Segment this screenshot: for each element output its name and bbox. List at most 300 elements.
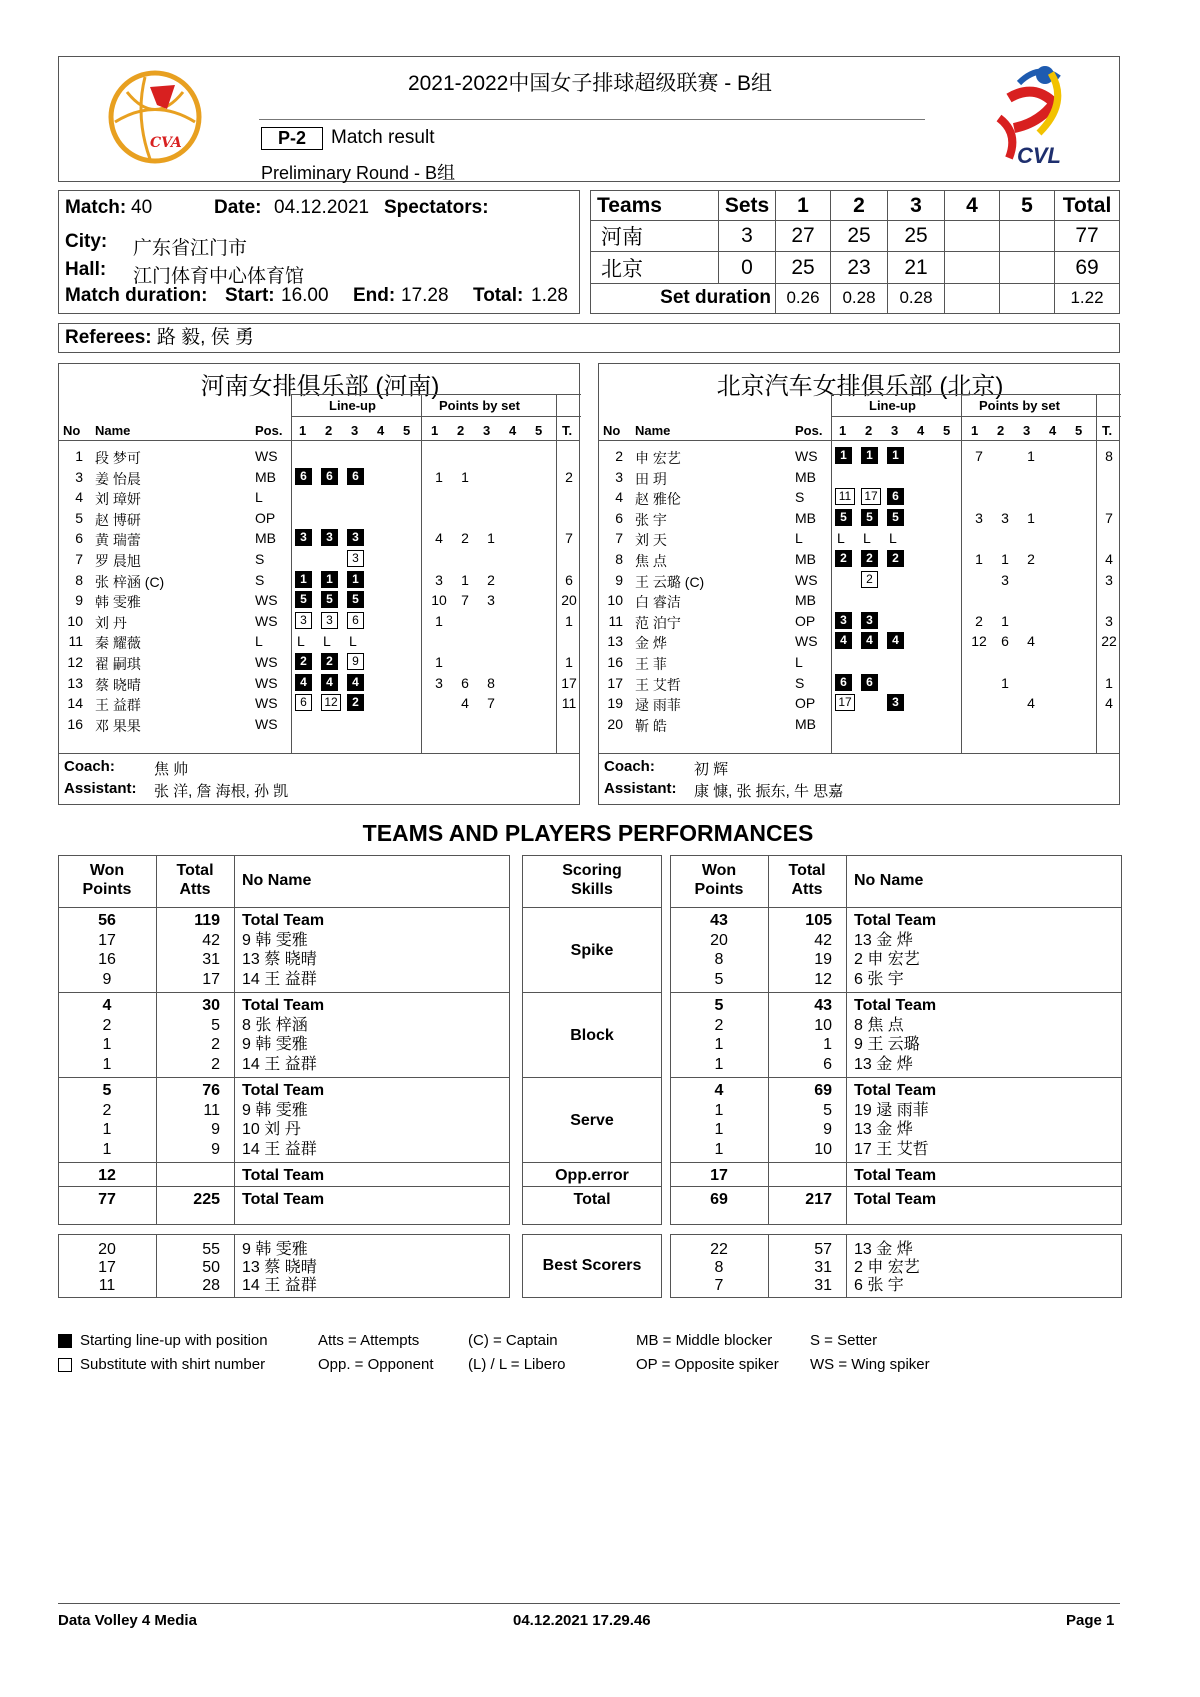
player-total: 4 (1105, 551, 1113, 567)
player-name: 9 韩 雯雅 (242, 931, 308, 949)
player-row (59, 508, 579, 528)
won-points: 77 (98, 1191, 116, 1208)
sets-won: 0 (719, 252, 776, 283)
player-row (599, 590, 1119, 610)
player-name: 焦 点 (635, 553, 667, 569)
set-points: 3 (975, 509, 983, 526)
set-score: 25 (776, 252, 831, 283)
player-name: 王 艾哲 (635, 676, 681, 693)
legend-atts: Atts = Attempts (318, 1332, 420, 1349)
player-name: 田 玥 (635, 470, 667, 487)
player-row (599, 714, 1119, 734)
coach-label: Coach: (604, 758, 655, 775)
player-number: 11 (68, 633, 83, 650)
row-divider (670, 1186, 1122, 1187)
player-number: 14 (67, 695, 83, 712)
title-divider (259, 119, 925, 120)
player-total: 3 (1105, 571, 1113, 588)
points-by-set-header: Points by set (979, 398, 1060, 413)
end-time: 17.28 (401, 285, 449, 306)
starting-position: 3 (835, 612, 852, 629)
player-row (599, 570, 1119, 590)
player-total: 20 (561, 592, 577, 609)
starting-position: 4 (321, 674, 338, 691)
starting-position: 1 (295, 571, 312, 588)
won-points: 20 (98, 1241, 116, 1258)
score-header: 4 (945, 191, 1000, 221)
starting-position: 6 (295, 468, 312, 485)
starting-position: 1 (835, 447, 852, 464)
total-header: T. (1102, 423, 1113, 438)
player-number: 4 (75, 489, 83, 506)
set-points: 1 (975, 551, 983, 567)
total-attempts: 217 (805, 1191, 832, 1208)
score-header: 2 (831, 191, 888, 221)
end-label: End: (353, 285, 396, 306)
set-points: 1 (461, 468, 469, 485)
lineup-set-header: 4 (377, 423, 385, 438)
set-points: 4 (435, 530, 443, 547)
points-set-header: 1 (971, 423, 979, 438)
total-header: T. (562, 423, 573, 438)
total-attempts: 69 (814, 1082, 832, 1099)
total-attempts: 19 (814, 951, 832, 968)
player-row (59, 673, 579, 693)
won-points: 69 (710, 1191, 728, 1208)
total-atts-header: Total (176, 862, 214, 879)
total-attempts: 2 (211, 1036, 220, 1053)
player-position: S (255, 571, 265, 588)
starting-position: 2 (321, 653, 338, 670)
player-row (59, 611, 579, 631)
won-points: 17 (98, 931, 116, 949)
set-duration (1000, 283, 1055, 313)
player-name: 14 王 益群 (242, 970, 317, 988)
player-row (59, 528, 579, 548)
divider (59, 753, 579, 754)
player-position: OP (255, 509, 276, 526)
libero-mark: L (837, 530, 845, 547)
starting-position: 5 (321, 591, 338, 608)
player-name: 王 云璐 (C) (635, 573, 705, 590)
player-number: 4 (615, 489, 623, 506)
starting-position: 5 (887, 509, 904, 526)
won-points: 4 (714, 1082, 724, 1099)
legend-mb: MB = Middle blocker (636, 1332, 773, 1349)
pos-header: Pos. (795, 423, 823, 438)
player-name: 逯 雨菲 (635, 697, 681, 714)
set-duration-label: Set duration (591, 283, 776, 313)
total-attempts: 55 (202, 1241, 220, 1258)
total-time: 1.28 (531, 285, 568, 306)
score-row-away (591, 252, 1120, 283)
player-position: S (795, 674, 805, 691)
player-name: 9 韩 雯雅 (242, 1036, 308, 1053)
total-attempts: 9 (211, 1121, 220, 1138)
scoring-skills-header: Skills (571, 881, 613, 898)
no-name-header: No Name (854, 872, 924, 889)
set-points: 6 (1001, 633, 1009, 650)
set-points: 2 (487, 571, 495, 588)
row-divider (522, 1077, 662, 1078)
match-label: Match: (65, 197, 127, 218)
player-number: 7 (615, 530, 623, 547)
player-row (59, 590, 579, 610)
row-divider (522, 992, 662, 993)
libero-mark: L (297, 633, 305, 650)
won-points: 20 (710, 931, 728, 949)
lineup-set-header: 2 (325, 423, 333, 438)
total-attempts: 10 (814, 1140, 832, 1158)
player-name: 9 韩 雯雅 (242, 1241, 308, 1258)
total-attempts: 28 (202, 1277, 220, 1294)
no-name-header: No Name (242, 872, 312, 889)
lineup-set-header: 2 (865, 423, 873, 438)
player-name: 靳 皓 (635, 717, 667, 734)
starting-position: 4 (861, 632, 878, 649)
divider (291, 416, 581, 417)
set-points: 1 (461, 571, 469, 588)
libero-mark: L (323, 633, 331, 650)
player-position: MB (795, 551, 816, 567)
player-name: 邓 果果 (95, 717, 141, 734)
player-total: 6 (565, 571, 573, 588)
legend-starting: Starting line-up with position (80, 1332, 268, 1349)
won-points-header: Won (89, 862, 125, 879)
total-attempts: 50 (202, 1259, 220, 1276)
player-position: MB (255, 468, 276, 485)
player-number: 13 (67, 674, 83, 691)
starting-position: 1 (887, 447, 904, 464)
coach-name: 初 辉 (694, 761, 729, 778)
total-attempts: 10 (814, 1016, 832, 1034)
set-points: 12 (971, 633, 987, 650)
player-row (59, 446, 579, 466)
player-position: L (795, 530, 803, 547)
total-points: 69 (1055, 252, 1120, 283)
total-attempts: 9 (823, 1121, 832, 1138)
row-divider (522, 1162, 662, 1163)
player-number: 1 (75, 448, 83, 464)
starting-position: 4 (835, 632, 852, 649)
total-atts-header: Total (788, 862, 826, 879)
total-attempts: 12 (814, 970, 832, 988)
set-points: 7 (461, 592, 469, 609)
total-attempts: 31 (814, 1259, 832, 1276)
player-row (59, 549, 579, 569)
team-total-label: Total Team (854, 912, 937, 929)
points-set-header: 5 (535, 423, 543, 438)
player-name: 姜 怡晨 (95, 470, 141, 487)
set-points: 1 (1027, 448, 1035, 464)
start-time: 16.00 (281, 285, 329, 306)
spectators-label: Spectators: (384, 197, 489, 218)
player-name: 10 刘 丹 (242, 1121, 301, 1138)
no-header: No (603, 423, 621, 438)
referees-names: 路 毅, 侯 勇 (156, 327, 255, 348)
set-points: 1 (1027, 509, 1035, 526)
team-total-label: Total Team (854, 997, 937, 1014)
won-points: 17 (98, 1259, 116, 1276)
player-position: MB (795, 715, 816, 732)
won-points: 8 (714, 1259, 724, 1276)
won-points: 2 (714, 1016, 724, 1034)
player-name: 13 金 烨 (854, 931, 913, 949)
won-points: 1 (102, 1121, 112, 1138)
player-row (599, 611, 1119, 631)
set-points: 2 (975, 612, 983, 629)
set-points: 10 (431, 592, 447, 609)
player-name: 8 焦 点 (854, 1016, 904, 1034)
divider (599, 753, 1119, 754)
row-divider (670, 992, 1122, 993)
won-points: 5 (102, 1082, 112, 1099)
set-score: 25 (831, 221, 888, 252)
substitute-number: 6 (347, 612, 364, 629)
set-points: 2 (461, 530, 469, 547)
set-points: 1 (1001, 612, 1009, 629)
points-by-set-header: Points by set (439, 398, 520, 413)
starting-position: 3 (861, 612, 878, 629)
points-set-header: 4 (1049, 423, 1057, 438)
set-points: 1 (1001, 674, 1009, 691)
total-attempts: 42 (202, 931, 220, 949)
starting-position: 6 (321, 468, 338, 485)
player-row (59, 631, 579, 651)
team-panel-away (598, 363, 1120, 805)
set-points: 8 (487, 674, 495, 691)
won-points-header: Points (694, 881, 744, 898)
player-number: 2 (615, 448, 623, 464)
player-row (59, 652, 579, 672)
player-row (599, 631, 1119, 651)
column-divider (234, 855, 235, 1225)
player-total: 1 (1105, 674, 1113, 691)
city-value: 广东省江门市 (133, 238, 248, 259)
set-score: 21 (888, 252, 945, 283)
player-number: 19 (607, 695, 623, 712)
player-position: MB (795, 468, 816, 485)
points-set-header: 2 (457, 423, 465, 438)
player-position: L (255, 633, 263, 650)
won-points: 56 (98, 912, 116, 929)
player-number: 16 (607, 654, 623, 670)
row-divider (522, 907, 662, 908)
total-atts-header: Atts (791, 881, 823, 898)
footer-page: Page 1 (1066, 1612, 1115, 1629)
starting-position: 1 (321, 571, 338, 588)
won-points: 1 (714, 1055, 724, 1073)
column-divider (234, 1234, 235, 1298)
row-divider (670, 907, 1122, 908)
player-name: 13 蔡 晓晴 (242, 951, 317, 968)
set-score: 23 (831, 252, 888, 283)
footer-timestamp: 04.12.2021 17.29.46 (513, 1612, 651, 1629)
assistant-names: 张 洋, 詹 海根, 孙 凯 (154, 783, 289, 800)
team-name: 河南 (591, 221, 719, 252)
player-total: 2 (565, 468, 573, 485)
set-points: 3 (1001, 509, 1009, 526)
score-header-row (591, 191, 1120, 221)
won-points: 1 (714, 1101, 724, 1119)
total-attempts: 6 (823, 1055, 832, 1073)
set-duration: 0.26 (776, 283, 831, 313)
player-row (599, 446, 1119, 466)
set-points: 3 (435, 674, 443, 691)
hall-label: Hall: (65, 259, 107, 280)
legend-substitute: Substitute with shirt number (80, 1356, 266, 1373)
set-points: 6 (461, 674, 469, 691)
won-points: 1 (714, 1121, 724, 1138)
total-attempts: 2 (211, 1055, 220, 1073)
player-position: WS (795, 633, 818, 650)
team-total-label: Total Team (854, 1191, 937, 1208)
player-number: 9 (75, 592, 83, 609)
assistant-label: Assistant: (604, 780, 677, 797)
set-score (945, 252, 1000, 283)
won-points: 1 (714, 1036, 724, 1053)
player-position: OP (795, 695, 816, 712)
player-total: 1 (565, 654, 573, 670)
substitute-number: 9 (347, 653, 364, 670)
player-number: 3 (75, 468, 83, 485)
legend-s: S = Setter (810, 1332, 878, 1349)
starting-position: 3 (347, 529, 364, 546)
player-row (599, 549, 1119, 569)
won-points: 8 (714, 951, 724, 968)
set-score: 25 (888, 221, 945, 252)
skill-name: Serve (570, 1112, 614, 1129)
pos-header: Pos. (255, 423, 283, 438)
starting-position: 5 (295, 591, 312, 608)
best-scorers-label: Best Scorers (542, 1257, 642, 1274)
starting-position: 1 (347, 571, 364, 588)
total-label: Total: (473, 285, 524, 306)
player-position: S (795, 489, 805, 506)
player-total: 7 (565, 530, 573, 547)
player-position: OP (795, 612, 816, 629)
player-row (599, 528, 1119, 548)
score-header: 3 (888, 191, 945, 221)
city-label: City: (65, 231, 108, 252)
player-row (59, 467, 579, 487)
won-points: 4 (102, 997, 112, 1014)
set-points: 7 (487, 695, 495, 712)
team-panel-home (58, 363, 580, 805)
player-position: L (795, 654, 803, 670)
start-label: Start: (225, 285, 275, 306)
lineup-set-header: 5 (943, 423, 951, 438)
substitute-legend-icon (58, 1358, 72, 1372)
set-points: 4 (1027, 695, 1035, 712)
points-set-header: 4 (509, 423, 517, 438)
player-name: 赵 雅伦 (635, 491, 681, 508)
legend-captain: (C) = Captain (468, 1332, 558, 1349)
won-points: 1 (102, 1055, 112, 1073)
divider (599, 440, 1119, 441)
total-attempts: 5 (823, 1101, 832, 1119)
player-position: WS (255, 654, 278, 670)
team-total-label: Total Team (854, 1167, 937, 1184)
total-duration: 1.22 (1055, 283, 1120, 313)
match-date: 04.12.2021 (274, 197, 370, 218)
starting-position: 6 (835, 674, 852, 691)
substitute-number: 12 (321, 694, 341, 711)
starting-position: 2 (861, 550, 878, 567)
won-points: 1 (102, 1036, 112, 1053)
name-header: Name (95, 423, 131, 438)
player-total: 22 (1101, 633, 1117, 650)
row-divider (58, 1162, 510, 1163)
starting-position: 4 (347, 674, 364, 691)
round-label: Preliminary Round - B组 (261, 163, 456, 183)
points-set-header: 5 (1075, 423, 1083, 438)
referees (58, 323, 1120, 353)
coach-label: Coach: (64, 758, 115, 775)
won-points-header: Won (701, 862, 737, 879)
starting-position: 3 (887, 694, 904, 711)
set-points: 1 (435, 612, 443, 629)
libero-mark: L (889, 530, 897, 547)
player-name: 王 益群 (95, 697, 141, 714)
referees-label: Referees: (65, 327, 152, 348)
player-number: 3 (615, 468, 623, 485)
cvl-logo-text: CVL (1017, 143, 1061, 168)
player-position: WS (255, 715, 278, 732)
player-position: MB (255, 530, 276, 547)
divider (831, 416, 1121, 417)
won-points: 1 (714, 1140, 724, 1158)
duration-label: Match duration: (65, 285, 208, 306)
set-duration: 0.28 (888, 283, 945, 313)
player-number: 6 (615, 509, 623, 526)
date-label: Date: (214, 197, 262, 218)
lineup-set-header: 3 (351, 423, 359, 438)
starting-position: 2 (835, 550, 852, 567)
starting-position: 4 (887, 632, 904, 649)
set-duration: 0.28 (831, 283, 888, 313)
set-duration (945, 283, 1000, 313)
player-number: 8 (75, 571, 83, 588)
points-set-header: 3 (1023, 423, 1031, 438)
player-name: 秦 耀薇 (95, 635, 141, 652)
name-header: Name (635, 423, 671, 438)
player-name: 13 蔡 晓晴 (242, 1259, 317, 1276)
total-attempts: 119 (194, 912, 220, 929)
score-row-home (591, 221, 1120, 252)
substitute-number: 17 (861, 488, 881, 505)
row-divider (670, 1162, 1122, 1163)
player-number: 8 (615, 551, 623, 567)
player-number: 16 (67, 715, 83, 732)
match-info (58, 190, 580, 314)
player-name: 6 张 宇 (854, 970, 904, 988)
page-title: 2021-2022中国女子排球超级联赛 - B组 (407, 72, 773, 95)
total-attempts: 76 (202, 1082, 220, 1099)
won-points: 5 (714, 997, 724, 1014)
player-row (59, 487, 579, 507)
lineup-header: Line-up (869, 398, 916, 413)
player-name: 罗 晨旭 (95, 553, 141, 569)
total-attempts: 1 (823, 1036, 832, 1053)
player-number: 11 (608, 612, 623, 629)
player-total: 3 (1105, 612, 1113, 629)
report-header (58, 56, 1120, 182)
won-points: 7 (714, 1277, 724, 1294)
total-attempts: 43 (814, 997, 832, 1014)
team-total-label: Total Team (242, 912, 325, 929)
score-header: Total (1055, 191, 1120, 221)
